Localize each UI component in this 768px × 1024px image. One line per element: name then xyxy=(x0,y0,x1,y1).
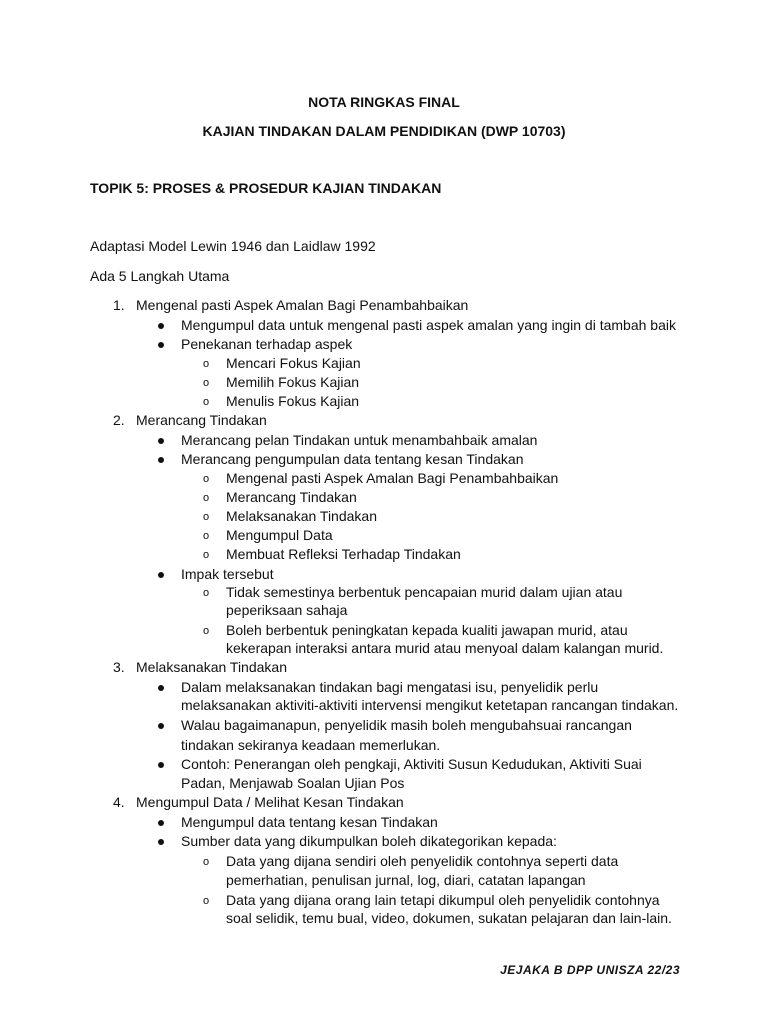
bullet-icon xyxy=(158,438,164,444)
list-item-cont: Padan, Menjawab Soalan Ujian Pos xyxy=(181,775,405,791)
bullet-icon xyxy=(158,762,164,768)
sub-list-item: Data yang dijana sendiri oleh penyelidik contohnya seperti data xyxy=(226,853,619,869)
footer-credit: JEJAKA B DPP UNISZA 22/23 xyxy=(500,963,680,977)
circle-bullet-icon: o xyxy=(203,511,210,523)
list-item: Dalam melaksanakan tindakan bagi mengatasi isu, penyelidik perlu xyxy=(181,679,599,695)
circle-bullet-icon: o xyxy=(203,587,210,599)
sub-list-item-cont: pemerhatian, penulisan jurnal, log, diari, catatan lapangan xyxy=(226,872,586,888)
document-subtitle: KAJIAN TINDAKAN DALAM PENDIDIKAN (DWP 10703) xyxy=(202,123,566,139)
sub-list-item: Tidak semestinya berbentuk pencapaian murid dalam ujian atau xyxy=(226,584,623,600)
bullet-icon xyxy=(158,457,164,463)
bullet-icon xyxy=(158,572,164,578)
sub-list-item: Memilih Fokus Kajian xyxy=(226,374,360,390)
list-item: Impak tersebut xyxy=(181,566,274,582)
list-item: Walau bagaimanapun, penyelidik masih boleh mengubahsuai rancangan xyxy=(181,717,632,733)
circle-bullet-icon: o xyxy=(203,492,210,504)
list-item: Contoh: Penerangan oleh pengkaji, Aktiviti Susun Kedudukan, Aktiviti Suai xyxy=(181,756,642,772)
intro-line-2: Ada 5 Langkah Utama xyxy=(90,268,230,284)
step-number: 3. xyxy=(113,659,125,675)
step-title: Mengenal pasti Aspek Amalan Bagi Penambahbaikan xyxy=(136,297,469,313)
intro-line-1: Adaptasi Model Lewin 1946 dan Laidlaw 1992 xyxy=(90,238,376,254)
circle-bullet-icon: o xyxy=(203,377,210,389)
circle-bullet-icon: o xyxy=(203,549,210,561)
step-title: Merancang Tindakan xyxy=(136,412,267,428)
document-title: NOTA RINGKAS FINAL xyxy=(308,94,460,110)
bullet-icon xyxy=(158,685,164,691)
sub-list-item: Mencari Fokus Kajian xyxy=(226,355,361,371)
bullet-icon xyxy=(158,342,164,348)
sub-list-item: Boleh berbentuk peningkatan kepada kualiti jawapan murid, atau xyxy=(226,622,628,638)
circle-bullet-icon: o xyxy=(203,358,210,370)
list-item-cont: melaksanakan aktiviti-aktiviti intervensi mengikut ketetapan rancangan tindakan. xyxy=(181,697,679,713)
sub-list-item: Data yang dijana orang lain tetapi dikumpul oleh penyelidik contohnya xyxy=(226,892,660,908)
topic-heading: TOPIK 5: PROSES & PROSEDUR KAJIAN TINDAKAN xyxy=(90,180,442,196)
sub-list-item: Membuat Refleksi Terhadap Tindakan xyxy=(226,546,461,562)
list-item: Merancang pengumpulan data tentang kesan Tindakan xyxy=(181,451,524,467)
circle-bullet-icon: o xyxy=(203,396,210,408)
step-title: Melaksanakan Tindakan xyxy=(136,659,287,675)
list-item: Merancang pelan Tindakan untuk menambahbaik amalan xyxy=(181,432,538,448)
sub-list-item: Menulis Fokus Kajian xyxy=(226,393,360,409)
circle-bullet-icon: o xyxy=(203,473,210,485)
sub-list-item: Mengumpul Data xyxy=(226,527,333,543)
step-number: 4. xyxy=(113,794,125,810)
bullet-icon xyxy=(158,723,164,729)
circle-bullet-icon: o xyxy=(203,895,210,907)
sub-list-item-cont: kekerapan interaksi antara murid atau menyoal dalam kalangan murid. xyxy=(226,640,664,656)
sub-list-item: Merancang Tindakan xyxy=(226,489,357,505)
list-item: Sumber data yang dikumpulkan boleh dikategorikan kepada: xyxy=(181,833,557,849)
sub-list-item-cont: peperiksaan sahaja xyxy=(226,602,348,618)
circle-bullet-icon: o xyxy=(203,856,210,868)
circle-bullet-icon: o xyxy=(203,530,210,542)
bullet-icon xyxy=(158,323,164,329)
circle-bullet-icon: o xyxy=(203,625,210,637)
list-item: Mengumpul data untuk mengenal pasti aspek amalan yang ingin di tambah baik xyxy=(181,317,676,333)
bullet-icon xyxy=(158,839,164,845)
step-title: Mengumpul Data / Melihat Kesan Tindakan xyxy=(136,794,404,810)
step-number: 1. xyxy=(113,297,125,313)
sub-list-item: Mengenal pasti Aspek Amalan Bagi Penambahbaikan xyxy=(226,470,559,486)
list-item-cont: tindakan sekiranya keadaan memerlukan. xyxy=(181,737,441,753)
sub-list-item-cont: soal selidik, temu bual, video, dokumen, sukatan pelajaran dan lain-lain. xyxy=(226,910,672,926)
list-item: Penekanan terhadap aspek xyxy=(181,336,353,352)
sub-list-item: Melaksanakan Tindakan xyxy=(226,508,377,524)
bullet-icon xyxy=(158,820,164,826)
step-number: 2. xyxy=(113,412,125,428)
list-item: Mengumpul data tentang kesan Tindakan xyxy=(181,814,438,830)
